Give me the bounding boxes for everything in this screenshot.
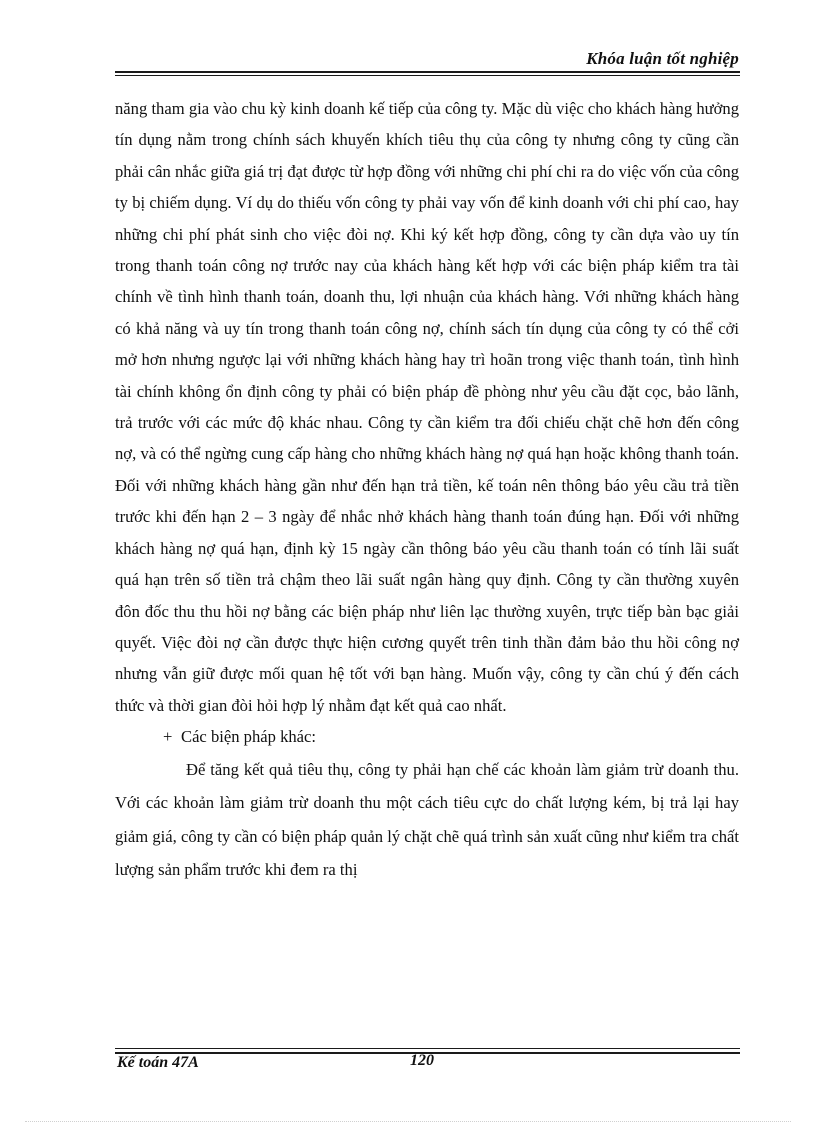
body-paragraph: Để tăng kết quả tiêu thụ, công ty phải hạn chế các khoản làm giảm trừ doanh thu. Với các khoản làm giảm trừ doanh thu một cách tiêu cực do chất lượng kém, bị trả lại hay giảm giá, công ty cần có biện pháp quản lý chặt chẽ quá trình sản xuất cũng như kiểm tra chất lượng sản phẩm trước khi đem ra thị — [115, 759, 739, 880]
page-number: 120 — [410, 1052, 434, 1069]
bullet-label: Các biện pháp khác: — [181, 727, 317, 747]
body-paragraph: năng tham gia vào chu kỳ kinh doanh kế tiếp của công ty. Mặc dù việc cho khách hàng hưởng tín dụng nằm trong chính sách khuyến khích tiêu thụ của công ty nhưng công ty cũng cần phải cân nhắc giữa giá trị đạt được từ hợp đồng với những chi phí chi ra do việc vốn của công ty bị chiếm dụng. Ví dụ do thiếu vốn công ty phải vay vốn để kinh doanh với chi phí cao, hay những chi phí phát sinh cho việc đòi nợ. Khi ký kết hợp đồng, công ty cần dựa vào uy tín trong thanh toán công nợ trước nay của khách hàng kết hợp với các biện pháp kiểm tra tài chính về tình hình thanh toán, doanh thu, lợi nhuận của khách hàng. Với những khách hàng có khả năng và uy tín trong thanh toán công nợ, chính sách tín dụng của công ty có thể cởi mở hơn nhưng ngược lại với những khách hàng hay trì hoãn trong việc thanh toán, tình hình tài chính không ổn định công ty phải có biện pháp đề phòng như yêu cầu đặt cọc, bảo lãnh, trả trước với các mức độ khác nhau. Công ty cần kiểm tra đối chiếu chặt chẽ hơn đến công nợ, và có thể ngừng cung cấp hàng cho những khách hàng nợ quá hạn hoặc không thanh toán. Đối với những khách hàng gần như đến hạn trả tiền, kế toán nên thông báo yêu cầu trả tiền trước khi đến hạn 2 – 3 ngày để nhắc nhở khách hàng thanh toán đúng hạn. Đối với những khách hàng nợ quá hạn, định kỳ 15 ngày cần thông báo yêu cầu thanh toán có tính lãi suất quá hạn trên số tiền trả chậm theo lãi suất ngân hàng quy định. Công ty cần thường xuyên đôn đốc thu thu hồi nợ bằng các biện pháp như liên lạc thường xuyên, trực tiếp bàn bạc giải quyết. Việc đòi nợ cần được thực hiện cương quyết trên tinh thần đảm bảo thu hồi công nợ nhưng vẫn giữ được mối quan hệ tốt với bạn hàng. Muốn vậy, công ty cần chú ý đến cách thức và thời gian đòi hỏi hợp lý nhằm đạt kết quả cao nhất. — [115, 99, 739, 715]
page-edge — [25, 1121, 791, 1122]
header-divider — [115, 71, 740, 73]
footer-divider-thin — [115, 1048, 740, 1049]
header-divider-thin — [115, 75, 740, 76]
document-body — [115, 93, 739, 887]
bullet-item — [115, 721, 739, 752]
page-header-title: Khóa luận tốt nghiệp — [586, 49, 739, 68]
plus-icon: + — [163, 727, 173, 747]
footer-label: Kế toán 47A — [117, 1054, 199, 1071]
